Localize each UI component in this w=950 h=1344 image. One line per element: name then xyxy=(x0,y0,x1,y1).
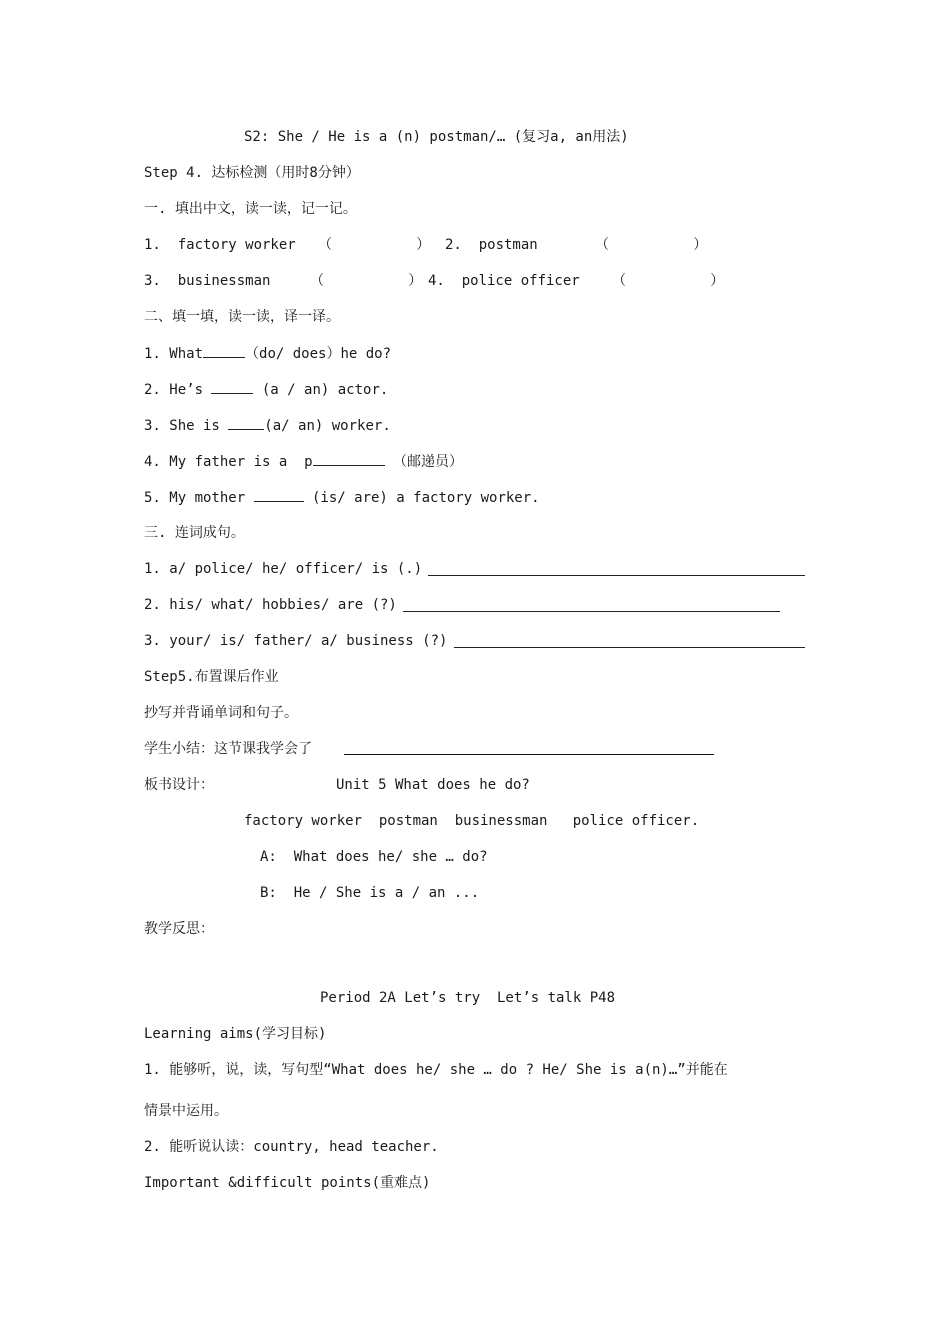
fill-text: 5. My mother xyxy=(144,490,254,506)
aim-2: 2. 能听说认读：country, head teacher. xyxy=(144,1139,439,1155)
fill-text: (is/ are) a factory worker. xyxy=(303,490,540,506)
s2-line: S2: She / He is a (n) postman/… (复习a, an用法) xyxy=(244,129,629,145)
fill-question-4 xyxy=(144,451,463,472)
homework-text: 抄写并背诵单词和句子。 xyxy=(144,705,298,721)
fill-text: worker. xyxy=(323,418,391,434)
answer-line xyxy=(428,575,805,576)
fill-text: （do/ does）he do? xyxy=(245,346,392,362)
fill-question-2 xyxy=(144,379,388,400)
aim-1-continued: 情景中运用。 xyxy=(144,1103,228,1119)
fill-question-3 xyxy=(144,415,391,436)
summary-line xyxy=(344,754,714,755)
student-summary: 学生小结：这节课我学会了 xyxy=(144,741,312,757)
fill-text: 4. My father is a p xyxy=(144,454,313,470)
answer-line xyxy=(454,647,805,648)
answer-paren: （ ） xyxy=(612,273,725,289)
question-postman: 2. postman xyxy=(445,237,538,253)
period-title: Period 2A Let’s try Let’s talk P48 xyxy=(320,990,616,1006)
fill-text: (a / an) actor. xyxy=(253,382,389,398)
fill-text: （邮递员） xyxy=(384,454,464,470)
question-text: 1. factory worker xyxy=(144,237,296,253)
question-factory-worker xyxy=(144,235,296,255)
fill-blank xyxy=(254,487,304,502)
question-police-officer: 4. police officer xyxy=(428,273,580,289)
fill-text: (a/ an) xyxy=(264,418,324,434)
answer-line xyxy=(403,611,780,612)
reorder-question-3: 3. your/ is/ father/ a/ business (?) xyxy=(144,633,448,649)
fill-blank xyxy=(313,451,385,466)
key-points-heading: Important &difficult points(重难点) xyxy=(144,1175,431,1191)
fill-blank xyxy=(211,379,253,394)
board-title: Unit 5 What does he do? xyxy=(336,777,530,793)
section3-heading: 三. 连词成句。 xyxy=(144,525,245,541)
teaching-reflection: 教学反思： xyxy=(144,921,214,937)
board-question: A: What does he/ she … do? xyxy=(260,849,488,865)
fill-text: 2. He’s xyxy=(144,382,204,398)
aim-1: 1. 能够听，说，读，写句型“What does he/ she … do ? He/ She is a(n)…”并能在 xyxy=(144,1062,728,1078)
fill-text: 3. She is xyxy=(144,418,229,434)
answer-paren: （ ） xyxy=(595,237,708,253)
fill-text: 1. What xyxy=(144,346,204,362)
step4-heading: Step 4. 达标检测（用时8分钟） xyxy=(144,165,360,181)
answer-paren: （ ） xyxy=(318,237,431,253)
board-words: factory worker postman businessman police officer. xyxy=(244,813,700,829)
fill-blank xyxy=(228,415,264,430)
board-answer: B: He / She is a / an ... xyxy=(260,885,480,901)
fill-blank xyxy=(203,343,245,358)
answer-paren: （ ） xyxy=(310,273,423,289)
step5-heading: Step5.布置课后作业 xyxy=(144,669,279,685)
reorder-question-2: 2. his/ what/ hobbies/ are (?) xyxy=(144,597,397,613)
fill-question-5 xyxy=(144,487,540,508)
reorder-question-1: 1. a/ police/ he/ officer/ is (.) xyxy=(144,561,423,577)
board-design-label: 板书设计： xyxy=(144,777,214,793)
fill-question-1 xyxy=(144,343,391,364)
learning-aims-heading: Learning aims(学习目标) xyxy=(144,1026,327,1042)
question-businessman: 3. businessman xyxy=(144,273,271,289)
section1-heading: 一. 填出中文，读一读，记一记。 xyxy=(144,201,357,217)
section2-heading: 二、填一填，读一读，译一译。 xyxy=(144,309,340,325)
